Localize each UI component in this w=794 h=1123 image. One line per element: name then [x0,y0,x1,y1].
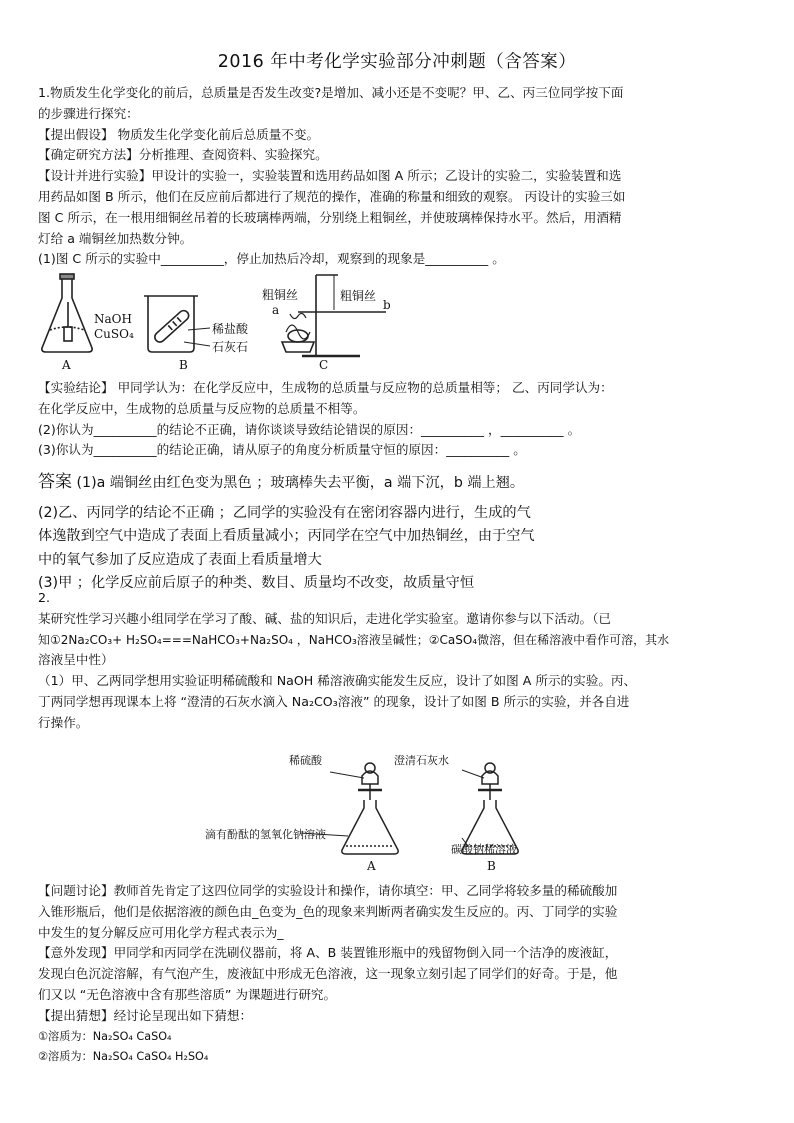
q2-discussion-line-3: 中发生的复分解反应可用化学方程式表示为_ [38,924,284,940]
label-figure-c: C [319,358,329,372]
q2-part1-line-1: （1）甲、乙两同学想用实验证明稀硫酸和 NaOH 稀溶液确实能发生反应，设计了如图 A 所示的实验。丙、 [38,673,637,689]
label-end-b: b [383,298,391,312]
q2-finding-line-2: 发现白色沉淀溶解，有气泡产生，废液缸中形成无色溶液，这一现象立刻引起了同学们的好奇。于是，他 [38,966,618,982]
label-copper-wire-right: 粗铜丝 [340,289,377,303]
answer-2-line-1: (2)乙、丙同学的结论不正确 ；乙同学的实验没有在密闭容器内进行，生成的气 [38,504,531,521]
q2-finding-line-3: 们又以 “无色溶液中含有那些溶质” 为课题进行研究。 [38,986,337,1002]
q2-intro-line-2: 知①2Na₂CO₃+ H₂SO₄===NaHCO₃+Na₂SO₄ ，NaHCO₃溶液呈碱性；②CaSO₄微溶，但在稀溶液中看作可溶，其水 [38,632,670,647]
q1-hypothesis: 【提出假设】 物质发生化学变化前后总质量不变。 [38,126,320,142]
answer-3: (3)甲 ；化学反应前后原子的种类、数目、质量均不改变，故质量守恒 [38,575,475,591]
q1-conclusion-line-1: 【实验结论】 甲同学认为：在化学反应中，生成物的总质量与反应物的总质量相等； 乙、丙同学认为： [38,380,613,395]
page-title: 2016 年中考化学实验部分冲刺题（含答案） [217,52,577,72]
q1-design-line-3: 图 C 所示，在一根用细铜丝吊着的长玻璃棒两端，分别绕上粗铜丝，并使玻璃棒保持水平。然后，用酒精 [38,209,622,225]
q2-discussion-line-2: 入锥形瓶后，他们是依据溶液的颜色由_色变为_色的现象来判断两者确实发生反应的。丙、丁同学的实验 [38,903,618,919]
q2-number: 2. [38,590,51,605]
q1-subquestion-2: (2)你认为__________的结论不正确，请你谈谈导致结论错误的原因：__________ ，__________ 。 [38,421,581,437]
q1-subquestion-1: (1)图 C 所示的实验中__________，停止加热后冷却，观察到的现象是__________ 。 [38,251,505,267]
flask-a-illustration [42,274,92,352]
label-copper-wire-left: 粗铜丝 [262,288,299,302]
label-end-a: a [272,303,280,317]
question-2-intro [38,588,756,734]
q2-intro-line-1: 某研究性学习兴趣小组同学在学习了酸、碱、盐的知识后，走进化学实验室。邀请你参与以下活动。（已 [38,610,612,626]
q1-intro-line-1: 1.物质发生化学变化的前后，总质量是否发生改变?是增加、减小还是不变呢？甲、乙、丙三位同学按下面 [38,85,624,100]
q1-intro-line-2: 的步骤进行探究： [38,105,139,121]
q2-finding-line-1: 【意外发现】甲同学和丙同学在洗刷仪器前，将 A、B 装置锥形瓶中的残留物倒入同一个洁净的废液缸， [38,945,618,961]
answer-label: 答案 [38,472,72,492]
q1-design-line-1: 【设计并进行实验】甲设计的实验一，实验装置和选用药品如图 A 所示；乙设计的实验二，实验装置和选 [38,168,622,184]
q2-guess-heading: 【提出猜想】经讨论呈现出如下猜想： [38,1007,253,1023]
label-naoh: NaOH [94,312,132,326]
q2-guess-1: ①溶质为：Na₂SO₄ CaSO₄ [38,1029,172,1043]
label-dilute-hcl: 稀盐酸 [212,322,249,336]
label-figure-b: B [179,358,188,372]
q1-design-line-4: 灯给 a 端铜丝加热数分钟。 [38,230,193,246]
q1-method: 【确定研究方法】分析推理、查阅资料、实验探究。 [38,147,328,163]
q1-design-line-2: 用药品如图 B 所示，他们在反应前后都进行了规范的操作，准确的称量和细致的观察。 丙设计的实验三如 [38,188,626,204]
answer-2-line-2: 体逸散到空气中造成了表面上看质量减小；丙同学在空气中加热铜丝，由于空气 [38,528,535,544]
answer-2-line-3: 中的氧气参加了反应造成了表面上看质量增大 [38,551,322,568]
q2-guess-2: ②溶质为：Na₂SO₄ CaSO₄ H₂SO₄ [38,1050,209,1064]
q2-part1-line-2: 丁两同学想再现课本上将 “澄清的石灰水滴入 Na₂CO₃溶液” 的现象，设计了如图 B 所示的实验，并各自进 [38,693,630,709]
label-dilute-sulfuric-acid: 稀硫酸 [289,754,322,767]
q2-discussion-line-1: 【问题讨论】教师首先肯定了这四位同学的实验设计和操作，请你填空：甲、乙同学将较多量的稀硫酸加 [38,883,618,898]
question-2-discussion [38,881,756,1068]
label-figure-a: A [62,358,71,372]
label-cuso4: CuSO₄ [94,327,134,341]
q2-intro-line-3: 溶液呈中性） [38,652,114,668]
label-sodium-carbonate-solution: 碳酸钠稀溶液 [451,843,517,856]
answer-block [38,471,638,596]
label-limestone: 石灰石 [212,340,249,354]
q1-conclusion-line-2: 在化学反应中，生成物的总质量与反应物的总质量不相等。 [38,400,366,416]
label-figure-2a: A [367,859,376,873]
q2-part1-line-3: 行操作。 [38,714,89,730]
beaker-b-illustration [144,296,210,352]
label-naoh-phenolphthalein: 滴有酚酞的氢氧化钠溶液 [205,828,326,841]
answer-1: (1)a 端铜丝由红色变为黑色 ；玻璃棒失去平衡，a 端下沉，b 端上翘。 [72,475,525,491]
label-limewater: 澄清石灰水 [394,754,449,767]
q1-subquestion-3: (3)你认为__________的结论正确，请从原子的角度分析质量守恒的原因：__________ 。 [38,442,526,458]
label-figure-2b: B [487,859,496,873]
question-1-conclusion [38,378,756,461]
question-1-intro [38,83,756,270]
